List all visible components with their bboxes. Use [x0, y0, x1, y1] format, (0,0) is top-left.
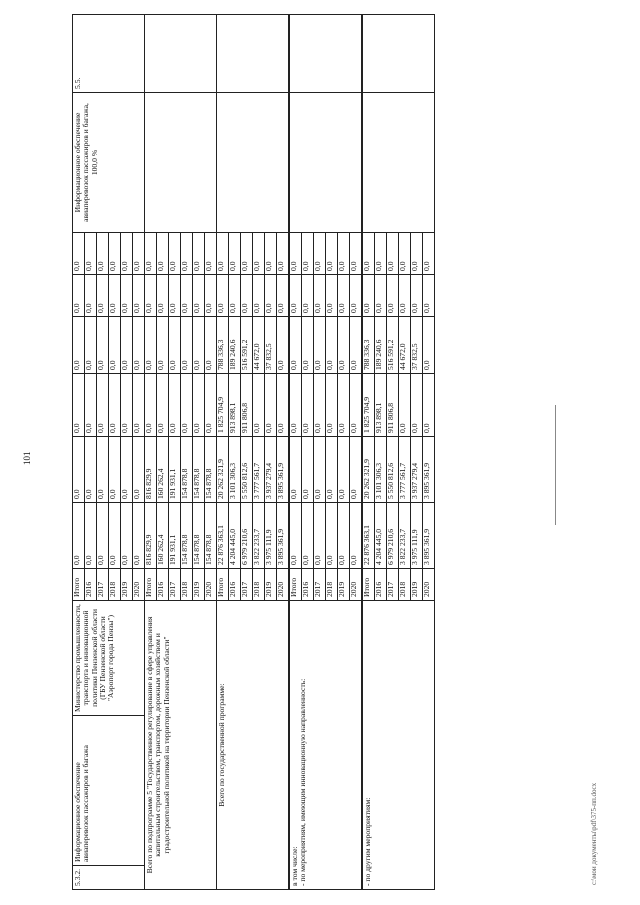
value-cell: 0,0 — [387, 275, 399, 317]
year-cell: 2018 — [181, 569, 193, 601]
value-cell: 154 878,8 — [181, 503, 193, 569]
value-cell: 913 898,1 — [229, 374, 241, 437]
value-cell: 0,0 — [73, 437, 85, 503]
year-cell: 2019 — [265, 569, 277, 601]
value-cell: 0,0 — [399, 374, 411, 437]
value-cell: 0,0 — [145, 275, 157, 317]
value-cell: 0,0 — [109, 317, 121, 374]
value-cell: 154 878,8 — [181, 437, 193, 503]
value-cell: 0,0 — [229, 233, 241, 275]
value-cell: 0,0 — [314, 374, 326, 437]
value-cell: 0,0 — [85, 374, 97, 437]
value-cell: 3 822 233,7 — [399, 503, 411, 569]
empty-cell — [217, 93, 290, 233]
value-cell: 0,0 — [338, 503, 350, 569]
value-cell: 0,0 — [157, 233, 169, 275]
value-cell: 788 336,3 — [217, 317, 229, 374]
value-cell: 0,0 — [85, 275, 97, 317]
value-cell: 0,0 — [73, 233, 85, 275]
value-cell: 0,0 — [423, 317, 435, 374]
value-cell: 0,0 — [85, 233, 97, 275]
value-cell: 0,0 — [109, 233, 121, 275]
value-cell: 0,0 — [277, 233, 290, 275]
year-cell: Итого — [362, 569, 375, 601]
value-cell: 0,0 — [133, 374, 145, 437]
value-cell: 3 101 306,3 — [375, 437, 387, 503]
value-cell: 0,0 — [289, 233, 302, 275]
value-cell: 0,0 — [326, 317, 338, 374]
value-cell: 0,0 — [302, 374, 314, 437]
empty-cell — [145, 93, 217, 233]
value-cell: 0,0 — [97, 503, 109, 569]
value-cell: 0,0 — [217, 275, 229, 317]
value-cell: 4 204 445,0 — [375, 503, 387, 569]
value-cell: 22 876 363,1 — [217, 503, 229, 569]
value-cell: 0,0 — [375, 275, 387, 317]
value-cell: 0,0 — [181, 275, 193, 317]
value-cell: 0,0 — [253, 374, 265, 437]
value-cell: 0,0 — [133, 275, 145, 317]
budget-table — [72, 14, 435, 890]
value-cell: 3 975 111,9 — [411, 503, 423, 569]
value-cell: 0,0 — [423, 275, 435, 317]
indicator-text: Информационное обеспечение авиаперевозок пассажиров и багажа, 100,0 % — [73, 93, 145, 233]
value-cell: 20 262 321,9 — [217, 437, 229, 503]
value-cell: 3 822 233,7 — [253, 503, 265, 569]
year-cell: 2018 — [326, 569, 338, 601]
value-cell: 0,0 — [181, 374, 193, 437]
value-cell: 0,0 — [193, 374, 205, 437]
value-cell: 0,0 — [121, 437, 133, 503]
value-cell: 0,0 — [326, 233, 338, 275]
activity-name: Информационное обеспечение авиаперевозок пассажиров и багажа — [73, 716, 145, 866]
value-cell: 0,0 — [277, 275, 290, 317]
value-cell: 0,0 — [302, 317, 314, 374]
value-cell: 0,0 — [109, 437, 121, 503]
year-cell: 2016 — [229, 569, 241, 601]
value-cell: 0,0 — [121, 317, 133, 374]
value-cell: 0,0 — [338, 233, 350, 275]
value-cell: 0,0 — [181, 233, 193, 275]
value-cell: 788 336,3 — [362, 317, 375, 374]
value-cell: 0,0 — [73, 374, 85, 437]
empty-cell — [217, 15, 290, 93]
value-cell: 3 895 361,9 — [423, 503, 435, 569]
value-cell: 3 895 361,9 — [423, 437, 435, 503]
table-row — [73, 15, 85, 890]
value-cell: 0,0 — [97, 233, 109, 275]
value-cell: 0,0 — [277, 374, 290, 437]
year-cell: 2020 — [350, 569, 363, 601]
value-cell: 0,0 — [109, 374, 121, 437]
value-cell: 0,0 — [387, 233, 399, 275]
executor-name: Министерство промышленности, транспорта и инновационной политики Пензенской области (ГБУ Пензенской области "Аэропорт города Пензы") — [73, 601, 145, 716]
value-cell: 44 672,0 — [253, 317, 265, 374]
value-cell: 816 829,9 — [145, 503, 157, 569]
value-cell: 191 931,1 — [169, 437, 181, 503]
year-cell: 2018 — [253, 569, 265, 601]
value-cell: 0,0 — [265, 374, 277, 437]
value-cell: 0,0 — [85, 317, 97, 374]
year-cell: 2020 — [133, 569, 145, 601]
value-cell: 0,0 — [121, 233, 133, 275]
value-cell: 189 240,6 — [229, 317, 241, 374]
year-cell: 2019 — [193, 569, 205, 601]
value-cell: 3 101 306,3 — [229, 437, 241, 503]
value-cell: 0,0 — [399, 275, 411, 317]
value-cell: 0,0 — [73, 317, 85, 374]
subprogram-total-label: Всего по подпрограмме 5 "Государственное регулирование в сфере управления капитальным строительством, транспортом, дорожным хозяйством и градостроительной политикой на территории Пензенской области" — [145, 601, 217, 890]
footer-path: c:\мои документы\pdf\375-пп.docx — [590, 782, 598, 885]
value-cell: 516 591,2 — [241, 317, 253, 374]
value-cell: 0,0 — [265, 233, 277, 275]
value-cell: 0,0 — [109, 275, 121, 317]
value-cell: 0,0 — [289, 503, 302, 569]
value-cell: 0,0 — [302, 233, 314, 275]
year-cell: Итого — [289, 569, 302, 601]
value-cell: 3 777 561,7 — [399, 437, 411, 503]
value-cell: 0,0 — [121, 503, 133, 569]
value-cell: 0,0 — [193, 275, 205, 317]
value-cell: 0,0 — [314, 275, 326, 317]
value-cell: 0,0 — [338, 317, 350, 374]
value-cell: 0,0 — [326, 437, 338, 503]
table-row — [362, 15, 375, 890]
value-cell: 0,0 — [302, 437, 314, 503]
value-cell: 0,0 — [133, 437, 145, 503]
year-cell: 2017 — [169, 569, 181, 601]
value-cell: 0,0 — [314, 503, 326, 569]
value-cell: 0,0 — [145, 317, 157, 374]
year-cell: Итого — [73, 569, 85, 601]
value-cell: 0,0 — [326, 275, 338, 317]
year-cell: 2019 — [411, 569, 423, 601]
value-cell: 191 931,1 — [169, 503, 181, 569]
value-cell: 911 806,8 — [387, 374, 399, 437]
value-cell: 5 550 812,6 — [387, 437, 399, 503]
value-cell: 0,0 — [73, 503, 85, 569]
value-cell: 3 975 111,9 — [265, 503, 277, 569]
value-cell: 0,0 — [217, 233, 229, 275]
value-cell: 0,0 — [133, 503, 145, 569]
value-cell: 0,0 — [145, 233, 157, 275]
value-cell: 0,0 — [157, 374, 169, 437]
value-cell: 20 262 321,9 — [362, 437, 375, 503]
value-cell: 0,0 — [289, 374, 302, 437]
value-cell: 37 832,5 — [265, 317, 277, 374]
value-cell: 0,0 — [205, 317, 217, 374]
empty-cell — [289, 15, 362, 93]
value-cell: 0,0 — [277, 317, 290, 374]
table-row — [289, 15, 302, 890]
value-cell: 0,0 — [85, 503, 97, 569]
value-cell: 0,0 — [350, 317, 363, 374]
value-cell: 3 895 361,9 — [277, 437, 290, 503]
value-cell: 0,0 — [265, 275, 277, 317]
value-cell: 0,0 — [350, 374, 363, 437]
including-label: в том числе: — [290, 846, 299, 886]
value-cell: 0,0 — [169, 233, 181, 275]
year-cell: 2017 — [387, 569, 399, 601]
value-cell: 0,0 — [375, 233, 387, 275]
value-cell: 0,0 — [289, 437, 302, 503]
value-cell: 1 825 704,9 — [362, 374, 375, 437]
value-cell: 0,0 — [350, 503, 363, 569]
value-cell: 0,0 — [121, 275, 133, 317]
value-cell: 0,0 — [169, 275, 181, 317]
value-cell: 0,0 — [326, 503, 338, 569]
value-cell: 0,0 — [169, 374, 181, 437]
value-cell: 0,0 — [399, 233, 411, 275]
value-cell: 0,0 — [205, 233, 217, 275]
value-cell: 0,0 — [193, 317, 205, 374]
year-cell: Итого — [145, 569, 157, 601]
value-cell: 0,0 — [411, 374, 423, 437]
year-cell: 2019 — [338, 569, 350, 601]
value-cell: 0,0 — [133, 317, 145, 374]
value-cell: 0,0 — [350, 437, 363, 503]
value-cell: 22 876 363,1 — [362, 503, 375, 569]
footer-separator — [555, 405, 556, 525]
value-cell: 0,0 — [411, 275, 423, 317]
year-cell: 2018 — [399, 569, 411, 601]
page-number: 101 — [22, 451, 32, 465]
value-cell: 0,0 — [97, 317, 109, 374]
value-cell: 0,0 — [205, 374, 217, 437]
year-cell: 2017 — [314, 569, 326, 601]
table-row — [145, 15, 157, 890]
value-cell: 0,0 — [350, 275, 363, 317]
other-activities-label: - по другим мероприятиям: — [362, 601, 435, 890]
value-cell: 6 979 210,6 — [241, 503, 253, 569]
value-cell: 0,0 — [241, 275, 253, 317]
value-cell: 0,0 — [326, 374, 338, 437]
table-body — [73, 15, 435, 890]
value-cell: 0,0 — [145, 374, 157, 437]
value-cell: 913 898,1 — [375, 374, 387, 437]
year-cell: 2016 — [157, 569, 169, 601]
value-cell: 37 832,5 — [411, 317, 423, 374]
empty-cell — [289, 93, 362, 233]
value-cell: 0,0 — [423, 233, 435, 275]
year-cell: 2020 — [205, 569, 217, 601]
value-cell: 0,0 — [411, 233, 423, 275]
value-cell: 0,0 — [302, 503, 314, 569]
value-cell: 0,0 — [229, 275, 241, 317]
value-cell: 0,0 — [314, 317, 326, 374]
value-cell: 3 937 279,4 — [265, 437, 277, 503]
value-cell: 0,0 — [157, 275, 169, 317]
value-cell: 44 672,0 — [399, 317, 411, 374]
value-cell: 0,0 — [181, 317, 193, 374]
value-cell: 154 878,8 — [205, 503, 217, 569]
value-cell: 0,0 — [97, 437, 109, 503]
value-cell: 911 806,8 — [241, 374, 253, 437]
value-cell: 816 829,9 — [145, 437, 157, 503]
value-cell: 0,0 — [85, 437, 97, 503]
value-cell: 0,0 — [133, 233, 145, 275]
value-cell: 0,0 — [121, 374, 133, 437]
value-cell: 0,0 — [205, 275, 217, 317]
table-row — [217, 15, 229, 890]
program-total-label: Всего по государственной программе: — [217, 601, 290, 890]
value-cell: 0,0 — [289, 317, 302, 374]
empty-cell — [362, 15, 435, 93]
value-cell: 1 825 704,9 — [217, 374, 229, 437]
value-cell: 0,0 — [169, 317, 181, 374]
value-cell: 0,0 — [314, 437, 326, 503]
value-cell: 160 262,4 — [157, 503, 169, 569]
value-cell: 0,0 — [362, 233, 375, 275]
value-cell: 160 262,4 — [157, 437, 169, 503]
year-cell: 2017 — [241, 569, 253, 601]
row-number: 5.3.2. — [73, 866, 145, 890]
value-cell: 154 878,8 — [205, 437, 217, 503]
year-cell: 2020 — [423, 569, 435, 601]
value-cell: 516 591,2 — [387, 317, 399, 374]
value-cell: 0,0 — [362, 275, 375, 317]
value-cell: 0,0 — [302, 275, 314, 317]
value-cell: 0,0 — [241, 233, 253, 275]
value-cell: 0,0 — [338, 437, 350, 503]
value-cell: 0,0 — [289, 275, 302, 317]
value-cell: 0,0 — [193, 233, 205, 275]
empty-cell — [362, 93, 435, 233]
innovative-label — [289, 601, 362, 890]
year-cell: Итого — [217, 569, 229, 601]
year-cell: 2018 — [109, 569, 121, 601]
value-cell: 189 240,6 — [375, 317, 387, 374]
year-cell: 2016 — [302, 569, 314, 601]
value-cell: 0,0 — [338, 374, 350, 437]
value-cell: 0,0 — [253, 275, 265, 317]
value-cell: 0,0 — [253, 233, 265, 275]
year-cell: 2016 — [375, 569, 387, 601]
value-cell: 6 979 210,6 — [387, 503, 399, 569]
year-cell: 2017 — [97, 569, 109, 601]
empty-cell — [145, 15, 217, 93]
value-cell: 0,0 — [97, 374, 109, 437]
innovative-sublabel: - по мероприятиям, имеющим инновационную направленность: — [298, 678, 308, 886]
value-cell: 4 204 445,0 — [229, 503, 241, 569]
value-cell: 0,0 — [73, 275, 85, 317]
value-cell: 3 937 279,4 — [411, 437, 423, 503]
value-cell: 3 777 561,7 — [253, 437, 265, 503]
value-cell: 3 895 361,9 — [277, 503, 290, 569]
year-cell: 2019 — [121, 569, 133, 601]
value-cell: 0,0 — [423, 374, 435, 437]
value-cell: 5 550 812,6 — [241, 437, 253, 503]
value-cell: 154 878,8 — [193, 437, 205, 503]
year-cell: 2020 — [277, 569, 290, 601]
year-cell: 2016 — [85, 569, 97, 601]
value-cell: 0,0 — [97, 275, 109, 317]
value-cell: 154 878,8 — [193, 503, 205, 569]
value-cell: 0,0 — [314, 233, 326, 275]
value-cell: 0,0 — [157, 317, 169, 374]
value-cell: 0,0 — [338, 275, 350, 317]
value-cell: 0,0 — [350, 233, 363, 275]
value-cell: 0,0 — [109, 503, 121, 569]
indicator-ref: 5.5. — [73, 15, 145, 93]
